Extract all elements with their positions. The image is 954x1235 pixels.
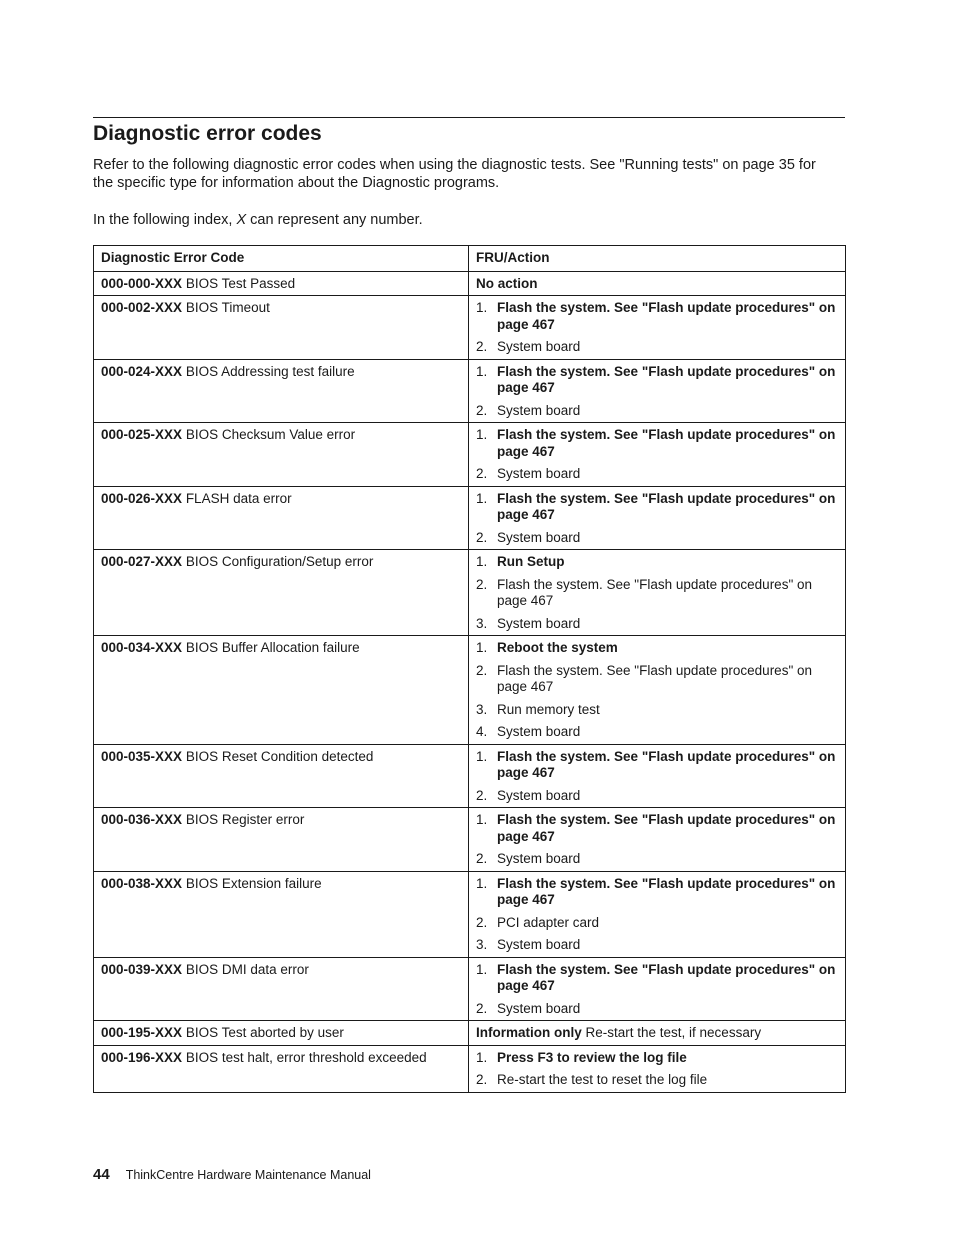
action-item [476, 1001, 838, 1018]
fru-action-cell [469, 296, 846, 360]
action-text: Press F3 to review the log file [497, 1049, 687, 1065]
action-text: System board [497, 787, 581, 803]
action-item [476, 788, 838, 805]
table-row [94, 423, 846, 487]
error-code: 000-039-XXX [101, 961, 183, 977]
action-list [476, 640, 838, 741]
action-number: 1. [476, 961, 488, 977]
action-bold-text: No action [476, 275, 538, 291]
error-code: 000-196-XXX [101, 1049, 183, 1065]
action-text: Flash the system. See "Flash update procedures" on page 467 [497, 576, 813, 608]
fru-action-cell [469, 550, 846, 636]
table-row [94, 808, 846, 872]
table-row [94, 1021, 846, 1046]
error-code-cell [94, 486, 469, 550]
table-body [94, 271, 846, 1092]
error-code: 000-027-XXX [101, 554, 183, 569]
action-item [476, 300, 838, 333]
action-item [476, 749, 838, 782]
action-list [476, 554, 838, 632]
action-number: 2. [476, 529, 488, 545]
error-code: 000-035-XXX [101, 748, 183, 764]
action-item [476, 577, 838, 610]
action-number: 3. [476, 937, 488, 952]
error-code-cell [94, 271, 469, 296]
action-number: 2. [476, 851, 488, 866]
fru-action-cell [469, 486, 846, 550]
error-code-cell [94, 296, 469, 360]
action-number: 3. [476, 615, 488, 631]
error-description: BIOS Addressing test failure [182, 363, 355, 379]
error-code: 000-000-XXX [101, 275, 183, 291]
action-list [476, 427, 838, 483]
action-number: 3. [476, 701, 488, 717]
error-code: 000-034-XXX [101, 640, 183, 655]
note-suffix: can represent any number. [246, 212, 423, 228]
action-item [476, 724, 838, 741]
action-text: System board [497, 937, 581, 952]
action-number: 1. [476, 554, 488, 569]
action-item [476, 702, 838, 719]
table-row [94, 744, 846, 808]
error-code-cell [94, 744, 469, 808]
fru-action-cell [469, 871, 846, 957]
page-footer [93, 1166, 371, 1184]
action-list [476, 812, 838, 868]
error-code-table [93, 245, 846, 1093]
action-text: Flash the system. See "Flash update procedures" on page 467 [497, 748, 836, 780]
action-item [476, 851, 838, 868]
action-text: Run Setup [497, 554, 565, 569]
manual-title: ThinkCentre Hardware Maintenance Manual [125, 1168, 371, 1182]
action-text: Flash the system. See "Flash update procedures" on page 467 [497, 490, 836, 522]
action-item [476, 339, 838, 356]
action-item [476, 364, 838, 397]
action-item [476, 962, 838, 995]
index-note [93, 211, 423, 229]
action-item [476, 640, 838, 657]
action-text: System board [497, 529, 581, 545]
error-code: 000-036-XXX [101, 812, 183, 827]
action-item [476, 915, 838, 932]
table-row [94, 359, 846, 423]
action-text: Flash the system. See "Flash update procedures" on page 467 [497, 961, 836, 993]
table-row [94, 296, 846, 360]
action-number: 1. [476, 812, 488, 827]
action-list [476, 1050, 838, 1089]
action-text: System board [497, 615, 581, 631]
error-code: 000-038-XXX [101, 875, 183, 891]
action-number: 1. [476, 1049, 488, 1065]
fru-action-cell [469, 271, 846, 296]
action-number: 2. [476, 339, 488, 354]
action-text: Re-start the test to reset the log file [497, 1072, 708, 1087]
error-description: BIOS Test aborted by user [182, 1025, 344, 1040]
error-description: BIOS Extension failure [182, 875, 322, 891]
action-list [476, 749, 838, 805]
table-row [94, 271, 846, 296]
action-number: 1. [476, 748, 488, 764]
fru-action-cell [469, 957, 846, 1021]
error-code-cell [94, 636, 469, 745]
action-text: Flash the system. See "Flash update procedures" on page 467 [497, 875, 836, 907]
error-description: BIOS Buffer Allocation failure [182, 640, 360, 655]
error-code-cell [94, 1045, 469, 1092]
error-description: FLASH data error [182, 490, 292, 506]
fru-action-cell [469, 808, 846, 872]
action-list [476, 962, 838, 1018]
fru-action-cell [469, 423, 846, 487]
action-number: 2. [476, 1000, 488, 1016]
action-text: System board [497, 402, 581, 418]
error-description: BIOS test halt, error threshold exceeded [182, 1049, 427, 1065]
error-description: BIOS Register error [182, 812, 305, 827]
action-item [476, 663, 838, 696]
error-description: BIOS Configuration/Setup error [182, 554, 374, 569]
table-row [94, 636, 846, 745]
error-description: BIOS Test Passed [182, 275, 296, 291]
action-list [476, 364, 838, 420]
error-description: BIOS Timeout [182, 300, 270, 315]
action-text: System board [497, 1000, 581, 1016]
action-item [476, 876, 838, 909]
page-number: 44 [93, 1166, 110, 1183]
action-number: 2. [476, 466, 488, 481]
table-row [94, 957, 846, 1021]
error-code-cell [94, 423, 469, 487]
error-code-cell [94, 550, 469, 636]
action-item [476, 530, 838, 547]
action-number: 2. [476, 1072, 488, 1087]
action-item [476, 466, 838, 483]
header-error-code: Diagnostic Error Code [94, 246, 469, 272]
action-item [476, 812, 838, 845]
error-description: BIOS Reset Condition detected [182, 748, 374, 764]
error-code: 000-024-XXX [101, 363, 183, 379]
error-description: BIOS DMI data error [182, 961, 309, 977]
action-text: System board [497, 724, 581, 739]
action-number: 1. [476, 300, 488, 315]
action-item [476, 491, 838, 524]
action-number: 1. [476, 427, 488, 442]
action-list [476, 300, 838, 356]
action-number: 2. [476, 914, 488, 930]
action-item [476, 616, 838, 633]
action-number: 2. [476, 402, 488, 418]
fru-action-cell [469, 1045, 846, 1092]
action-text: System board [497, 339, 581, 354]
action-item [476, 403, 838, 420]
error-code-cell [94, 957, 469, 1021]
fru-action-cell [469, 744, 846, 808]
action-item [476, 1072, 838, 1089]
table-row [94, 550, 846, 636]
action-text: System board [497, 466, 581, 481]
table-row [94, 871, 846, 957]
action-text: Reboot the system [497, 640, 618, 655]
page-title: Diagnostic error codes [93, 122, 322, 145]
action-number: 4. [476, 724, 488, 739]
action-list [476, 876, 838, 954]
action-number: 2. [476, 662, 488, 678]
action-item [476, 1050, 838, 1067]
top-rule [93, 117, 845, 118]
action-bold-text: Information only [476, 1025, 582, 1040]
action-text: Flash the system. See "Flash update procedures" on page 467 [497, 427, 836, 459]
action-text: Flash the system. See "Flash update procedures" on page 467 [497, 300, 836, 332]
error-description: BIOS Checksum Value error [182, 427, 356, 442]
error-code-cell [94, 808, 469, 872]
action-text: Flash the system. See "Flash update procedures" on page 467 [497, 363, 836, 395]
action-number: 1. [476, 363, 488, 379]
error-code-cell [94, 1021, 469, 1046]
table-row [94, 1045, 846, 1092]
action-item [476, 937, 838, 954]
action-list [476, 491, 838, 547]
error-code: 000-195-XXX [101, 1025, 183, 1040]
error-code-cell [94, 871, 469, 957]
table-row [94, 486, 846, 550]
action-number: 2. [476, 787, 488, 803]
fru-action-cell [469, 359, 846, 423]
action-text: PCI adapter card [497, 914, 600, 930]
fru-action-cell [469, 636, 846, 745]
action-text: Flash the system. See "Flash update procedures" on page 467 [497, 662, 813, 694]
error-code: 000-002-XXX [101, 300, 183, 315]
note-variable: X [236, 212, 247, 228]
action-number: 2. [476, 576, 488, 592]
error-code-cell [94, 359, 469, 423]
header-fru-action: FRU/Action [469, 246, 846, 272]
action-item [476, 554, 838, 571]
error-code: 000-025-XXX [101, 427, 183, 442]
action-text: System board [497, 851, 581, 866]
action-number: 1. [476, 875, 488, 891]
action-plain-text: Re-start the test, if necessary [581, 1025, 762, 1040]
action-number: 1. [476, 640, 488, 655]
note-prefix: In the following index, [93, 212, 237, 228]
action-text: Flash the system. See "Flash update procedures" on page 467 [497, 812, 836, 844]
intro-paragraph: Refer to the following diagnostic error codes when using the diagnostic tests. See "Running tests" on page 35 for the specific type for information about the Diagnostic programs. [93, 157, 816, 191]
action-text: Run memory test [497, 701, 600, 717]
error-code: 000-026-XXX [101, 490, 183, 506]
fru-action-cell [469, 1021, 846, 1046]
action-number: 1. [476, 490, 488, 506]
action-item [476, 427, 838, 460]
table-header-row [94, 246, 846, 272]
